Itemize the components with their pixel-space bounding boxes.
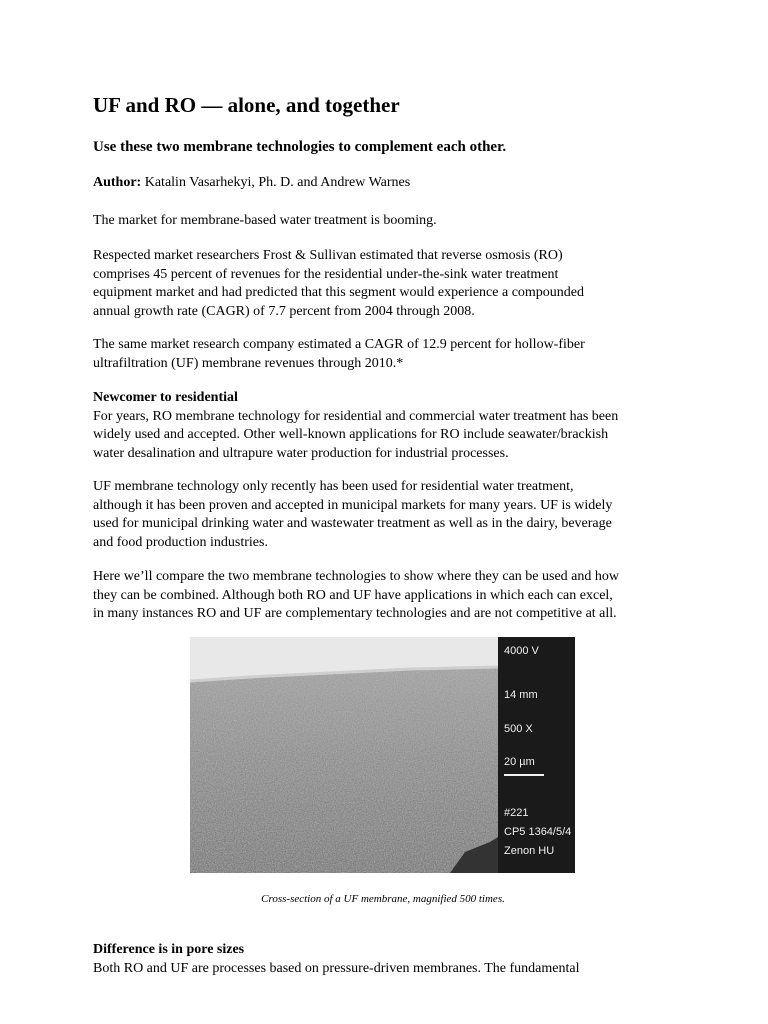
paragraph-line: Both RO and UF are processes based on pressure-driven membranes. The fundamental	[93, 960, 580, 976]
magnification-label: 500 X	[504, 723, 533, 735]
paragraph-line: UF membrane technology only recently has been used for residential water treatment,	[93, 479, 574, 494]
sample-code-label: CP5 1364/5/4	[504, 826, 572, 838]
section-heading-newcomer: Newcomer to residential	[93, 390, 238, 405]
paragraph-line: in many instances RO and UF are complementary technologies and are not competitive at all.	[93, 606, 617, 621]
voltage-label: 4000 V	[504, 645, 539, 657]
paragraph-line: For years, RO membrane technology for residential and commercial water treatment has been	[93, 408, 619, 424]
paragraph-line: and food production industries.	[93, 534, 268, 550]
membrane-micrograph-figure	[190, 637, 575, 873]
distance-label: 14 mm	[504, 689, 538, 701]
article-subtitle: Use these two membrane technologies to complement each other.	[93, 139, 507, 155]
paragraph-line: ultrafiltration (UF) membrane revenues through 2010.*	[93, 355, 404, 371]
paragraph-line: The market for membrane-based water treatment is booming.	[93, 213, 437, 228]
paragraph-line: comprises 45 percent of revenues for the residential under-the-sink water treatment	[93, 266, 559, 282]
scale-label: 20 µm	[504, 756, 535, 768]
paragraph-line: equipment market and had predicted that this segment would experience a compounded	[93, 285, 585, 300]
paragraph-frost-sullivan	[93, 247, 683, 321]
article-title: UF and RO — alone, and together	[93, 93, 400, 117]
figure-caption: Cross-section of a UF membrane, magnified 500 times.	[261, 893, 505, 905]
micrograph-info-panel	[498, 637, 575, 873]
paragraph-line: annual growth rate (CAGR) of 7.7 percent from 2004 through 2008.	[93, 303, 475, 319]
paragraph-uf-residential	[93, 478, 683, 552]
paragraph-line: water desalination and ultrapure water production for industrial processes.	[93, 445, 509, 461]
paragraph-line: used for municipal drinking water and wastewater treatment as well as in the dairy, beverage	[93, 516, 612, 531]
paragraph-line: widely used and accepted. Other well-known applications for RO include seawater/brackish	[93, 427, 609, 442]
paragraph-line: they can be combined. Although both RO and UF have applications in which each can excel,	[93, 587, 613, 603]
author-label: Author:	[93, 175, 142, 190]
scale-bar	[504, 774, 544, 776]
author-line	[93, 175, 410, 192]
source-label: Zenon HU	[504, 845, 555, 857]
paragraph-intro	[93, 212, 683, 231]
paragraph-compare	[93, 568, 683, 624]
author-names: Katalin Vasarhekyi, Ph. D. and Andrew Warnes	[144, 175, 411, 190]
paragraph-newcomer	[93, 389, 683, 463]
sample-id-label: #221	[504, 807, 529, 819]
membrane-micrograph-image	[190, 637, 498, 873]
paragraph-line: Here we’ll compare the two membrane technologies to show where they can be used and how	[93, 569, 619, 584]
paragraph-line: The same market research company estimated a CAGR of 12.9 percent for hollow-fiber	[93, 337, 585, 352]
paragraph-line: Respected market researchers Frost & Sullivan estimated that reverse osmosis (RO)	[93, 248, 563, 263]
section-heading-pore-sizes: Difference is in pore sizes	[93, 942, 245, 957]
paragraph-pore-sizes	[93, 941, 683, 978]
paragraph-line: although it has been proven and accepted in municipal markets for many years. UF is widely	[93, 497, 613, 513]
paragraph-cagr	[93, 336, 683, 373]
